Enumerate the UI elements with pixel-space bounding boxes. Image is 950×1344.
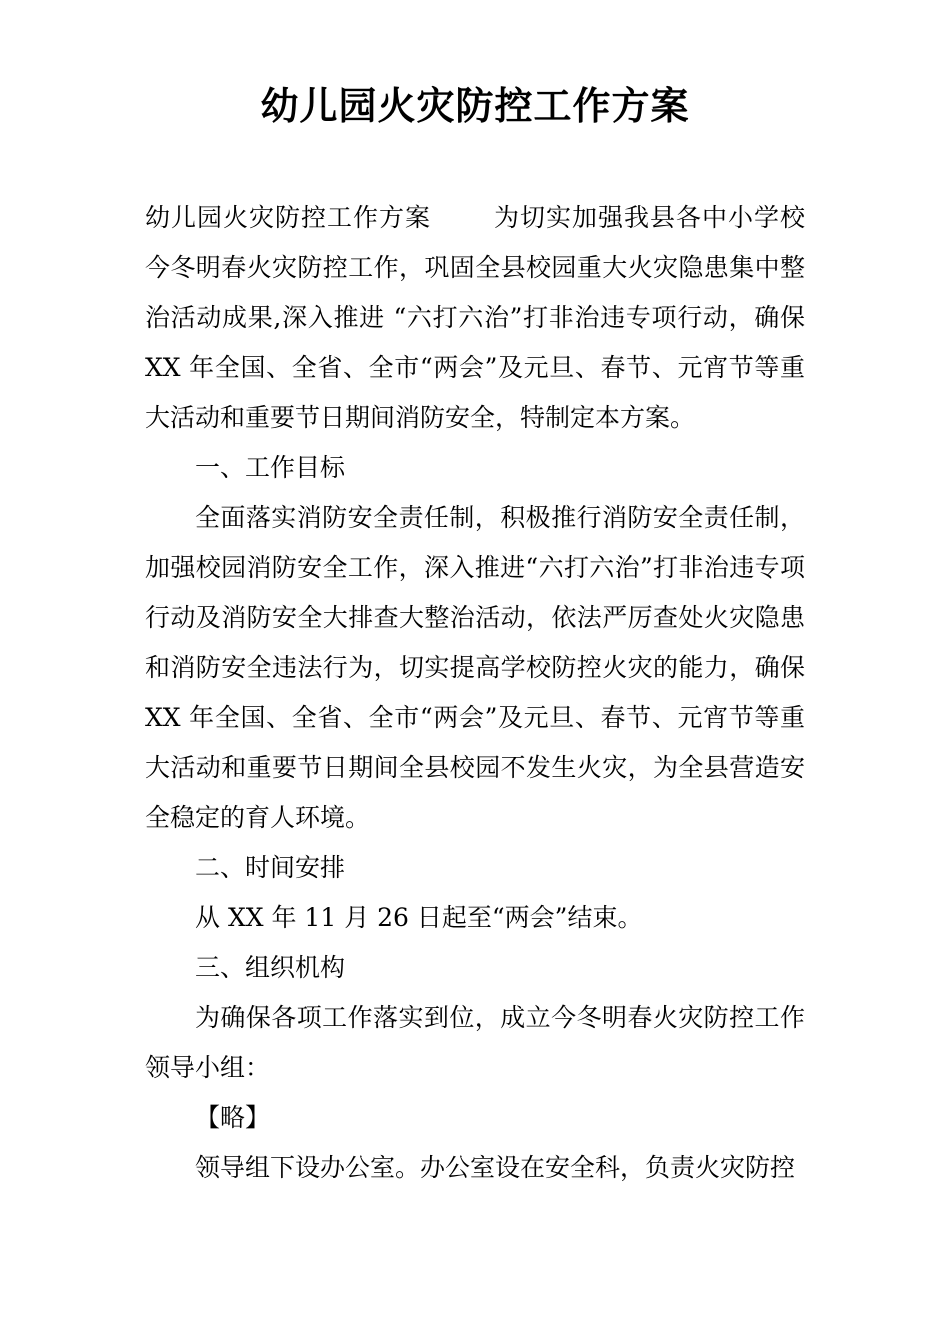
section2-text: 从 XX 年 11 月 26 日起至“两会”结束。 [195,903,643,932]
intro-lead: 幼儿园火灾防控工作方案 [145,203,431,232]
omitted-marker: 【略】 [195,1103,271,1132]
section1-text: 全面落实消防安全责任制，积极推行消防安全责任制，加强校园消防安全工作，深入推进“六打六治”打非治违专项行动及消防安全大排查大整治活动，依法严厉查处火灾隐患和消防安全违法行为，切实提高学校防控火灾的能力，确保 XX 年全国、全省、全市“两会”及元旦、春节、元宵节等重大活动和重要节日期间全县校园不发生火灾，为全县营造安全稳定的育人环境。 [145,503,805,832]
section3-text: 为确保各项工作落实到位，成立今冬明春火灾防控工作领导小组： [145,1003,805,1082]
page-title: 幼儿园火灾防控工作方案 [260,83,690,128]
section1-heading: 一、工作目标 [195,453,346,482]
section2-heading: 二、时间安排 [195,853,346,882]
intro-paragraph [145,193,805,443]
intro-rest: 为切实加强我县各中小学校今冬明春火灾防控工作，巩固全县校园重大火灾隐患集中整治活动成果,深入推进 “六打六治”打非治违专项行动，确保 XX 年全国、全省、全市“两会”及元旦、春节、元宵节等重大活动和重要节日期间消防安全，特制定本方案。 [145,203,805,432]
office-text: 领导组下设办公室。办公室设在安全科，负责火灾防控 [195,1153,796,1182]
section3-heading: 三、组织机构 [195,953,346,982]
document-body [145,193,805,1193]
